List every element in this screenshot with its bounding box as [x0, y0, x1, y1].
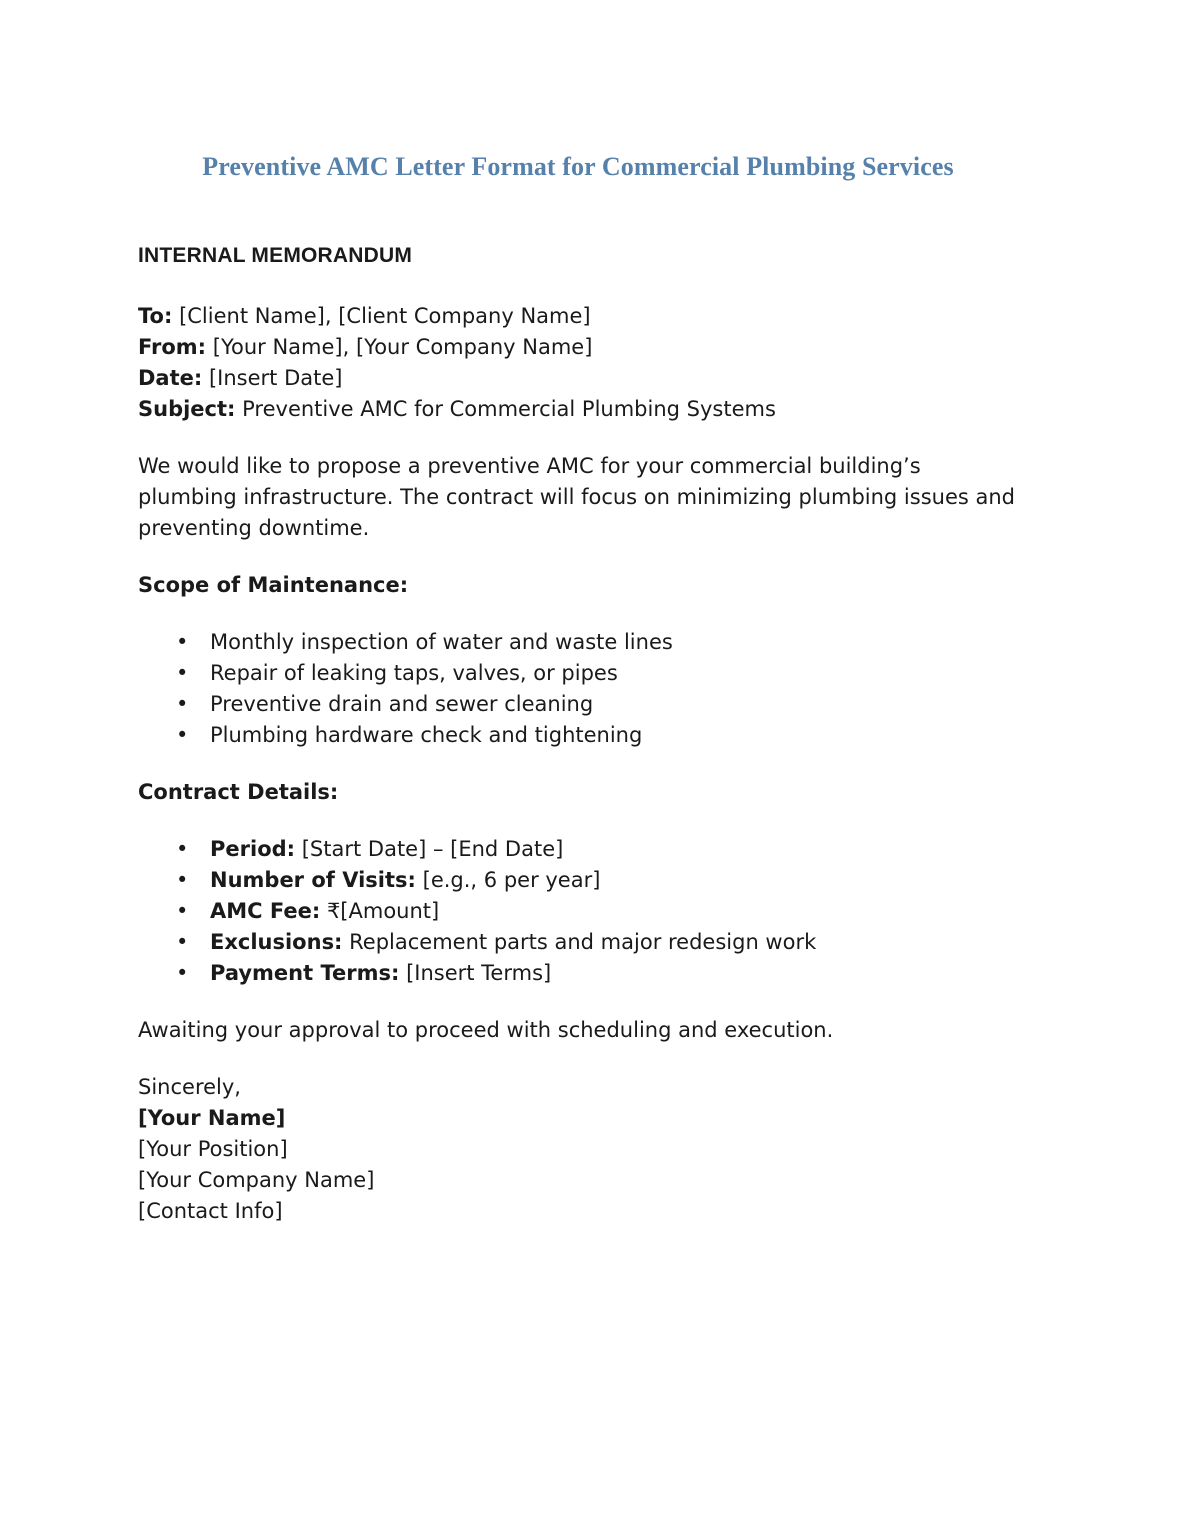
memo-field-subject-value: Preventive AMC for Commercial Plumbing Systems — [242, 397, 776, 421]
memo-field-date-value: [Insert Date] — [208, 366, 343, 390]
memo-field-from-label: From: — [138, 335, 207, 359]
memo-field-to-value: [Client Name], [Client Company Name] — [179, 304, 591, 328]
signature-block — [138, 1072, 1018, 1227]
memo-field-date — [138, 363, 1018, 394]
list-item-label: Period: — [210, 837, 296, 861]
list-item-text: Repair of leaking taps, valves, or pipes — [210, 661, 618, 685]
list-item — [138, 720, 1018, 751]
list-item-text: Monthly inspection of water and waste lines — [210, 630, 673, 654]
page-title: Preventive AMC Letter Format for Commercial Plumbing Services — [202, 152, 954, 181]
memo-field-subject-label: Subject: — [138, 397, 236, 421]
list-item — [138, 958, 1018, 989]
intro-paragraph: We would like to propose a preventive AMC for your commercial building’s plumbing infrastructure. The contract will focus on minimizing plumbing issues and preventing downtime. — [138, 454, 1016, 540]
list-item-value: [Insert Terms] — [406, 961, 552, 985]
list-item — [138, 865, 1018, 896]
memo-field-subject — [138, 394, 1018, 425]
memo-metadata-block — [138, 301, 1018, 425]
contract-details-list — [138, 834, 1018, 989]
list-item-value: [e.g., 6 per year] — [422, 868, 601, 892]
list-item-text: Plumbing hardware check and tightening — [210, 723, 643, 747]
signature-position: [Your Position] — [138, 1137, 288, 1161]
list-item-label: Payment Terms: — [210, 961, 400, 985]
list-item — [138, 689, 1018, 720]
bullet-icon: • — [176, 930, 189, 954]
signature-name: [Your Name] — [138, 1106, 286, 1130]
memo-field-date-label: Date: — [138, 366, 203, 390]
bullet-icon: • — [176, 837, 189, 861]
list-item-label: Number of Visits: — [210, 868, 416, 892]
list-item-value: ₹[Amount] — [326, 899, 440, 923]
list-item — [138, 627, 1018, 658]
memo-field-to-label: To: — [138, 304, 173, 328]
list-item-text: Preventive drain and sewer cleaning — [210, 692, 594, 716]
list-item — [138, 834, 1018, 865]
signature-contact: [Contact Info] — [138, 1199, 283, 1223]
bullet-icon: • — [176, 961, 189, 985]
memo-field-to — [138, 301, 1018, 332]
contract-section-heading: Contract Details: — [138, 780, 339, 804]
bullet-icon: • — [176, 723, 189, 747]
list-item — [138, 896, 1018, 927]
list-item — [138, 658, 1018, 689]
signature-company: [Your Company Name] — [138, 1168, 375, 1192]
document-content — [138, 150, 1018, 1227]
list-item-value: [Start Date] – [End Date] — [301, 837, 564, 861]
bullet-icon: • — [176, 868, 189, 892]
bullet-icon: • — [176, 692, 189, 716]
list-item-value: Replacement parts and major redesign work — [349, 930, 817, 954]
scope-list — [138, 627, 1018, 751]
list-item — [138, 927, 1018, 958]
bullet-icon: • — [176, 899, 189, 923]
bullet-icon: • — [176, 630, 189, 654]
scope-section-heading: Scope of Maintenance: — [138, 573, 409, 597]
memo-field-from-value: [Your Name], [Your Company Name] — [212, 335, 593, 359]
memo-field-from — [138, 332, 1018, 363]
list-item-label: AMC Fee: — [210, 899, 321, 923]
list-item-label: Exclusions: — [210, 930, 343, 954]
bullet-icon: • — [176, 661, 189, 685]
memo-heading: INTERNAL MEMORANDUM — [138, 244, 413, 267]
signature-salutation: Sincerely, — [138, 1075, 241, 1099]
closing-paragraph: Awaiting your approval to proceed with scheduling and execution. — [138, 1018, 834, 1042]
